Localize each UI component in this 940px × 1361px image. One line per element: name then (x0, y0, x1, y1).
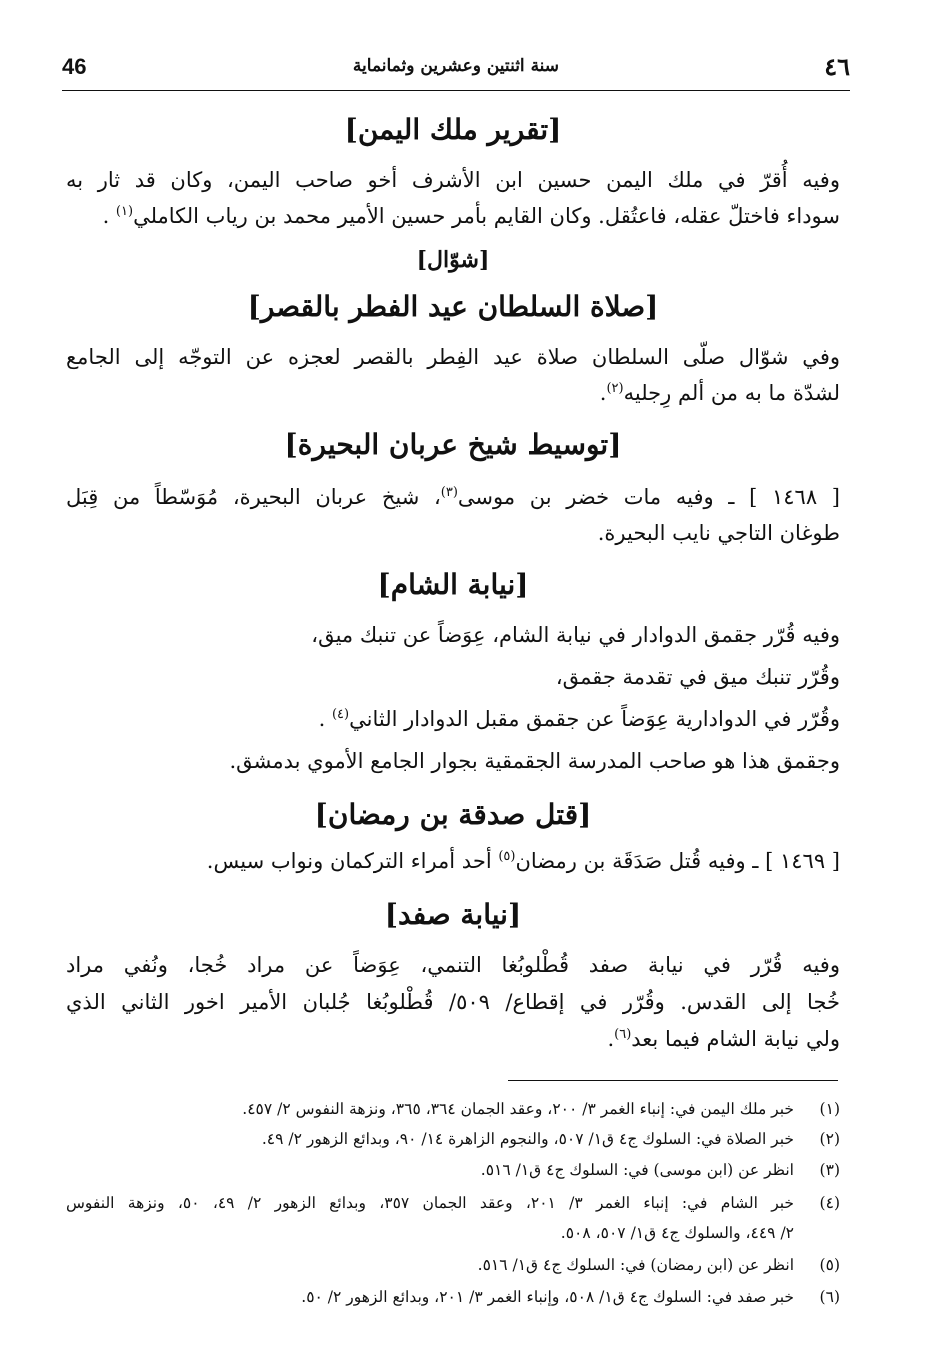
line-end: . (318, 707, 332, 731)
text-line: وفيه قُرّر جقمق الدوادار في نيابة الشام، عِوَضاً عن تنبك ميق، (311, 623, 840, 647)
footnote-text: انظر عن (ابن موسى) في: السلوك ج٤ ق١/ ٥١٦. (480, 1161, 794, 1179)
month-heading: [شوّال] (416, 247, 490, 273)
text-line-body: سوداء فاختلّ عقله، فاعتُقل. وكان القايم بأمر حسين الأمير محمد بن رياب الكاملي (133, 204, 840, 228)
running-head (62, 50, 850, 91)
text-line: وقُرّر تنبك ميق في تقدمة جقمق، (555, 665, 840, 689)
section-heading: [قتل صدقة بن رمضان] (314, 798, 592, 831)
section-heading: [نيابة الشام] (377, 568, 529, 601)
text-line-body: وقُرّر في الدوادارية عِوَضاً عن جقمق مقبل الدوادار الثاني (349, 707, 840, 731)
footnote (66, 1124, 840, 1154)
text-line-body: أحد أمراء التركمان ونواب سيس. (206, 849, 499, 873)
text-line: وفيه قُرّر في نيابة صفد قُطْلوبُغا التنمي، عِوَضاً عن مراد خُجا، ونُفي مراد (66, 953, 840, 977)
text-line: وفي شوّال صلّى السلطان صلاة عيد الفِطر بالقصر لعجزه عن التوجّه إلى الجامع (66, 345, 840, 369)
text-line: وجقمق هذا هو صاحب المدرسة الجقمقية بجوار الجامع الأموي بدمشق. (229, 749, 840, 773)
text-line (66, 480, 840, 514)
text-line-body: [ ١٤٦٩ ] ـ وفيه قُتل صَدَقَة بن رمضان (515, 849, 840, 873)
text-line: خُجا إلى القدس. وقُرّر في إقطاع/ ٥٠٩/ قُطْلوبُغا جُلبان الأمير اخور الثاني الذي (66, 990, 840, 1014)
section-heading: [نيابة صفد] (384, 898, 522, 931)
line-end: . (102, 204, 116, 228)
text-line (66, 844, 840, 878)
footnote-number: (٤) (819, 1194, 840, 1212)
footnote-mark: (٣) (440, 485, 458, 500)
footnote-text: خبر صفد في: السلوك ج٤ ق١/ ٥٠٨، وإنباء الغمر ٣/ ٢٠١، وبدائع الزهور ٢/ ٥٠. (301, 1288, 794, 1306)
footnote (66, 1188, 840, 1218)
footnote-number: (١) (819, 1100, 840, 1118)
footnote (66, 1094, 840, 1124)
page-number-arabic: ٤٦ (824, 52, 850, 81)
footnote-text: انظر عن (ابن رمضان) في: السلوك ج٤ ق١/ ٥١٦. (477, 1256, 794, 1274)
footnote-number: (٦) (819, 1288, 840, 1306)
section-heading: [توسيط شيخ عربان البحيرة] (284, 428, 622, 461)
footnote (66, 1155, 840, 1185)
text-line-body: لشدّة ما به من ألم رِجليه (623, 381, 840, 405)
footnote-mark: (٦) (614, 1027, 632, 1042)
footnote (66, 1282, 840, 1312)
footnote-number: (٥) (819, 1256, 840, 1274)
text-line (66, 376, 840, 410)
running-title: سنة اثنتين وعشرين وثمانماية (352, 56, 560, 76)
text-line-body: [ ١٤٦٨ ] ـ وفيه مات خضر بن موسى (457, 485, 840, 509)
footnote-text: خبر الشام في: إنباء الغمر ٣/ ٢٠١، وعقد الجمان ٣٥٧، وبدائع الزهور ٢/ ٤٩، ٥٠، ونزهة النفوس (66, 1194, 795, 1212)
text-line: وفيه أُقرّ في ملك اليمن حسين ابن الأشرف أخو صاحب اليمن، وكان قد ثار به (66, 168, 840, 192)
section-heading: [تقرير ملك اليمن] (344, 113, 562, 146)
footnote-number: (٣) (819, 1161, 840, 1179)
footnote-text: خبر ملك اليمن في: إنباء الغمر ٣/ ٢٠٠، وعقد الجمان ٣٦٤، ٣٦٥، ونزهة النفوس ٢/ ٤٥٧. (242, 1100, 794, 1118)
footnote-mark: (١) (115, 204, 134, 219)
footnote (66, 1250, 840, 1280)
text-line (66, 702, 840, 736)
footnote-number: (٢) (819, 1130, 840, 1148)
text-line-body: ، شيخ عربان البحيرة، مُوَسّطاً من قِبَل (66, 485, 441, 509)
text-line: طوغان التاجي نايب البحيرة. (597, 521, 840, 545)
footnote-text: ٢/ ٤٤٩، والسلوك ج٤ ق١/ ٥٠٧، ٥٠٨. (560, 1224, 794, 1242)
text-line (66, 1022, 840, 1056)
footnote-mark: (٢) (606, 381, 624, 396)
section-heading: [صلاة السلطان عيد الفطر بالقصر] (247, 290, 659, 323)
page-number-latin: 46 (62, 54, 87, 79)
line-end: . (607, 1027, 615, 1051)
text-line-body: ولي نيابة الشام فيما بعد (631, 1027, 840, 1051)
line-end: . (599, 381, 607, 405)
footnote-mark: (٥) (498, 849, 516, 864)
footnote-mark: (٤) (331, 707, 350, 722)
footnote-divider (508, 1080, 838, 1081)
footnote-continuation (66, 1218, 840, 1248)
footnote-text: خبر الصلاة في: السلوك ج٤ ق١/ ٥٠٧، والنجوم الزاهرة ١٤/ ٩٠، وبدائع الزهور ٢/ ٤٩. (261, 1130, 794, 1148)
text-line (66, 199, 840, 233)
